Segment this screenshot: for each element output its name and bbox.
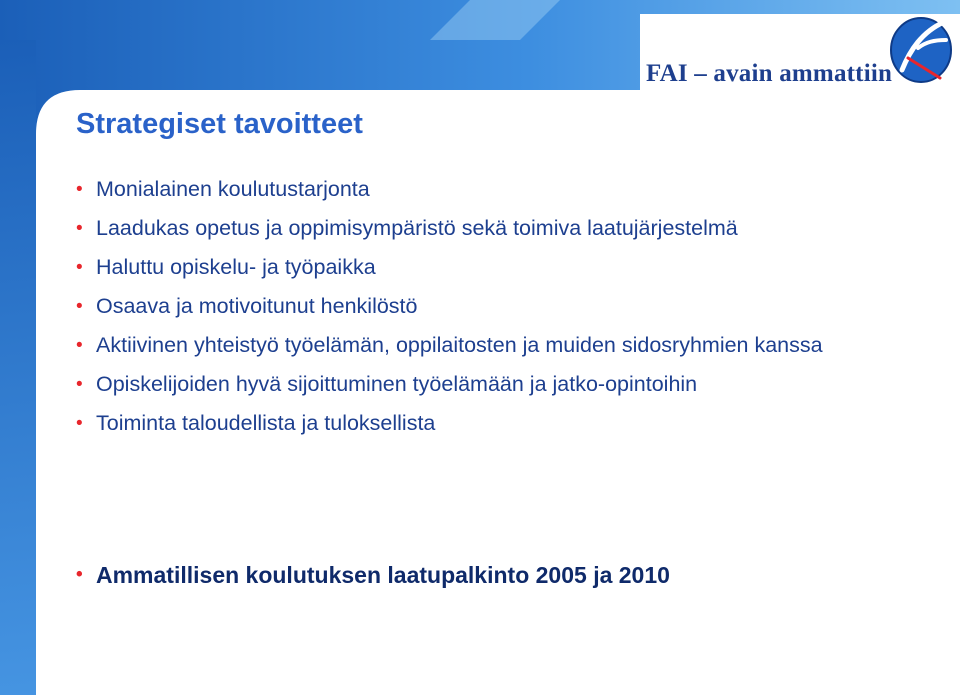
logo-text: FAI – avain ammattiin [646, 60, 893, 87]
bullet-text: Laadukas opetus ja oppimisympäristö sekä toimiva laatujärjestelmä [96, 216, 738, 240]
slide-title: Strategiset tavoitteet [76, 108, 363, 140]
list-item [76, 332, 936, 359]
bullet-text: Opiskelijoiden hyvä sijoittuminen työelämään ja jatko-opintoihin [96, 372, 698, 396]
bullet-text: Toiminta taloudellista ja tuloksellista [96, 411, 436, 435]
fai-logo-icon [888, 14, 954, 84]
list-item [76, 371, 936, 398]
bullet-list [76, 176, 936, 449]
award-highlight [76, 560, 936, 590]
bullet-icon: • [76, 335, 83, 356]
list-item [76, 410, 936, 437]
bullet-text: Aktiivinen yhteistyö työelämän, oppilaitosten ja muiden sidosryhmien kanssa [96, 333, 823, 357]
list-item [76, 215, 936, 242]
bullet-icon: • [76, 413, 83, 434]
bullet-icon: • [76, 296, 83, 317]
bullet-icon: • [76, 257, 83, 278]
list-item [76, 293, 936, 320]
bullet-text: Monialainen koulutustarjonta [96, 177, 370, 201]
bullet-icon: • [76, 179, 83, 200]
bullet-icon: • [76, 218, 83, 239]
list-item [76, 176, 936, 203]
award-text: Ammatillisen koulutuksen laatupalkinto 2005 ja 2010 [96, 562, 670, 588]
list-item [76, 254, 936, 281]
bullet-icon: • [76, 374, 83, 395]
bullet-icon: • [76, 564, 83, 585]
bullet-text: Haluttu opiskelu- ja työpaikka [96, 255, 376, 279]
bullet-text: Osaava ja motivoitunut henkilöstö [96, 294, 418, 318]
logo [646, 14, 956, 88]
